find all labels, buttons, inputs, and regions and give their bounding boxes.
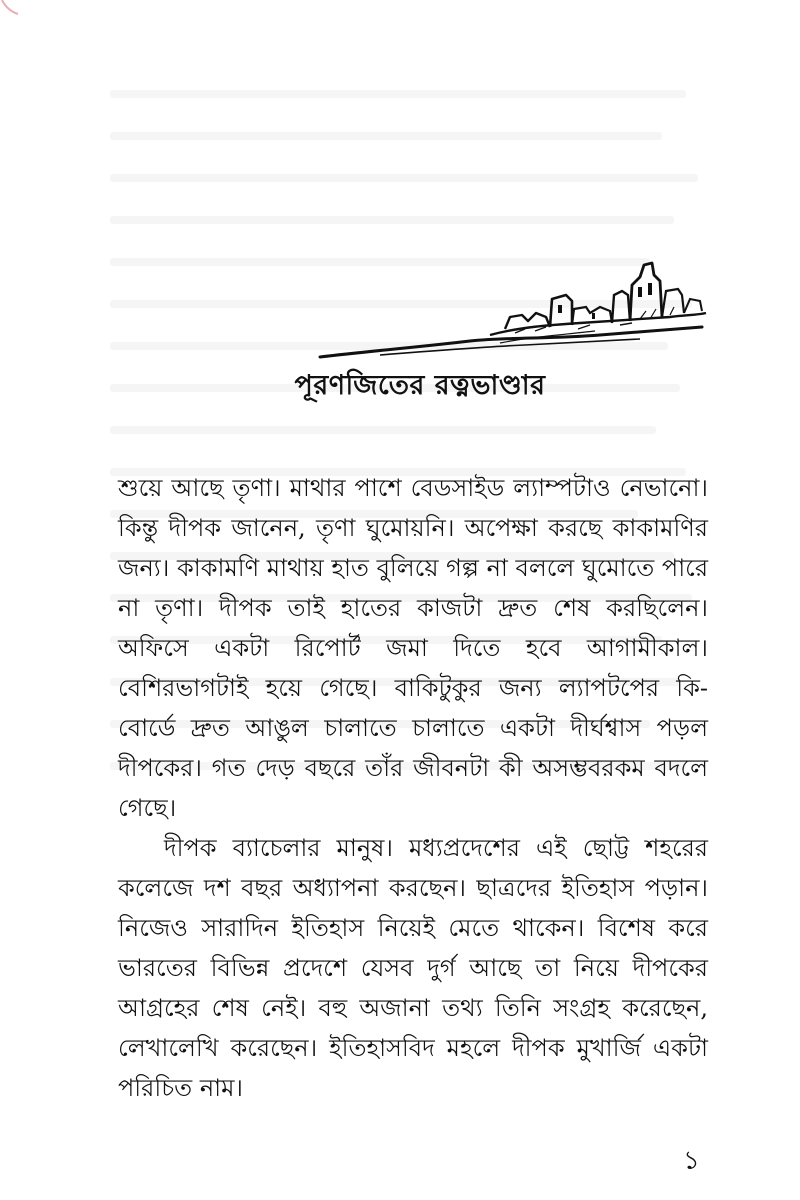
fort-illustration bbox=[310, 255, 710, 375]
chapter-title: পূরণজিতের রত্নভাণ্ডার bbox=[294, 370, 546, 401]
body-text bbox=[118, 468, 708, 1108]
paragraph: শুয়ে আছে তৃণা। মাথার পাশে বেডসাইড ল্যাম্পটাও নেভানো। কিন্তু দীপক জানেন, তৃণা ঘুমোয়নি। অপেক্ষা করছে কাকামণির জন্য। কাকামণি মাথায় হাত বুলিয়ে গল্প না বললে ঘুমোতে পারে না তৃণা। দীপক তাই হাতের কাজটা দ্রুত শেষ করছিলেন। অফিসে একটা রিপোর্ট জমা দিতে হবে আগামীকাল। বেশিরভাগটাই হয়ে গেছে। বাকিটুকুর জন্য ল্যাপটপের কি-বোর্ডে দ্রুত আঙুল চালাতে চালাতে একটা দীর্ঘশ্বাস পড়ল দীপকের। গত দেড় বছরে তাঁর জীবনটা কী অসম্ভবরকম বদলে গেছে। bbox=[118, 474, 709, 822]
corner-ink-mark bbox=[0, 0, 28, 16]
paragraph: দীপক ব্যাচেলার মানুষ। মধ্যপ্রদেশের এই ছোট্ট শহরের কলেজে দশ বছর অধ্যাপনা করছেন। ছাত্রদের ইতিহাস পড়ান। নিজেও সারাদিন ইতিহাস নিয়েই মেতে থাকেন। বিশেষ করে ভারতের বিভিন্ন প্রদেশে যেসব দুর্গ আছে তা নিয়ে দীপকের আগ্রহের শেষ নেই। বহু অজানা তথ্য তিনি সংগ্রহ করেছেন, লেখালেখি করেছেন। ইতিহাসবিদ মহলে দীপক মুখার্জি একটা পরিচিত নাম। bbox=[118, 834, 708, 1102]
page-number: ১ bbox=[683, 1146, 700, 1176]
